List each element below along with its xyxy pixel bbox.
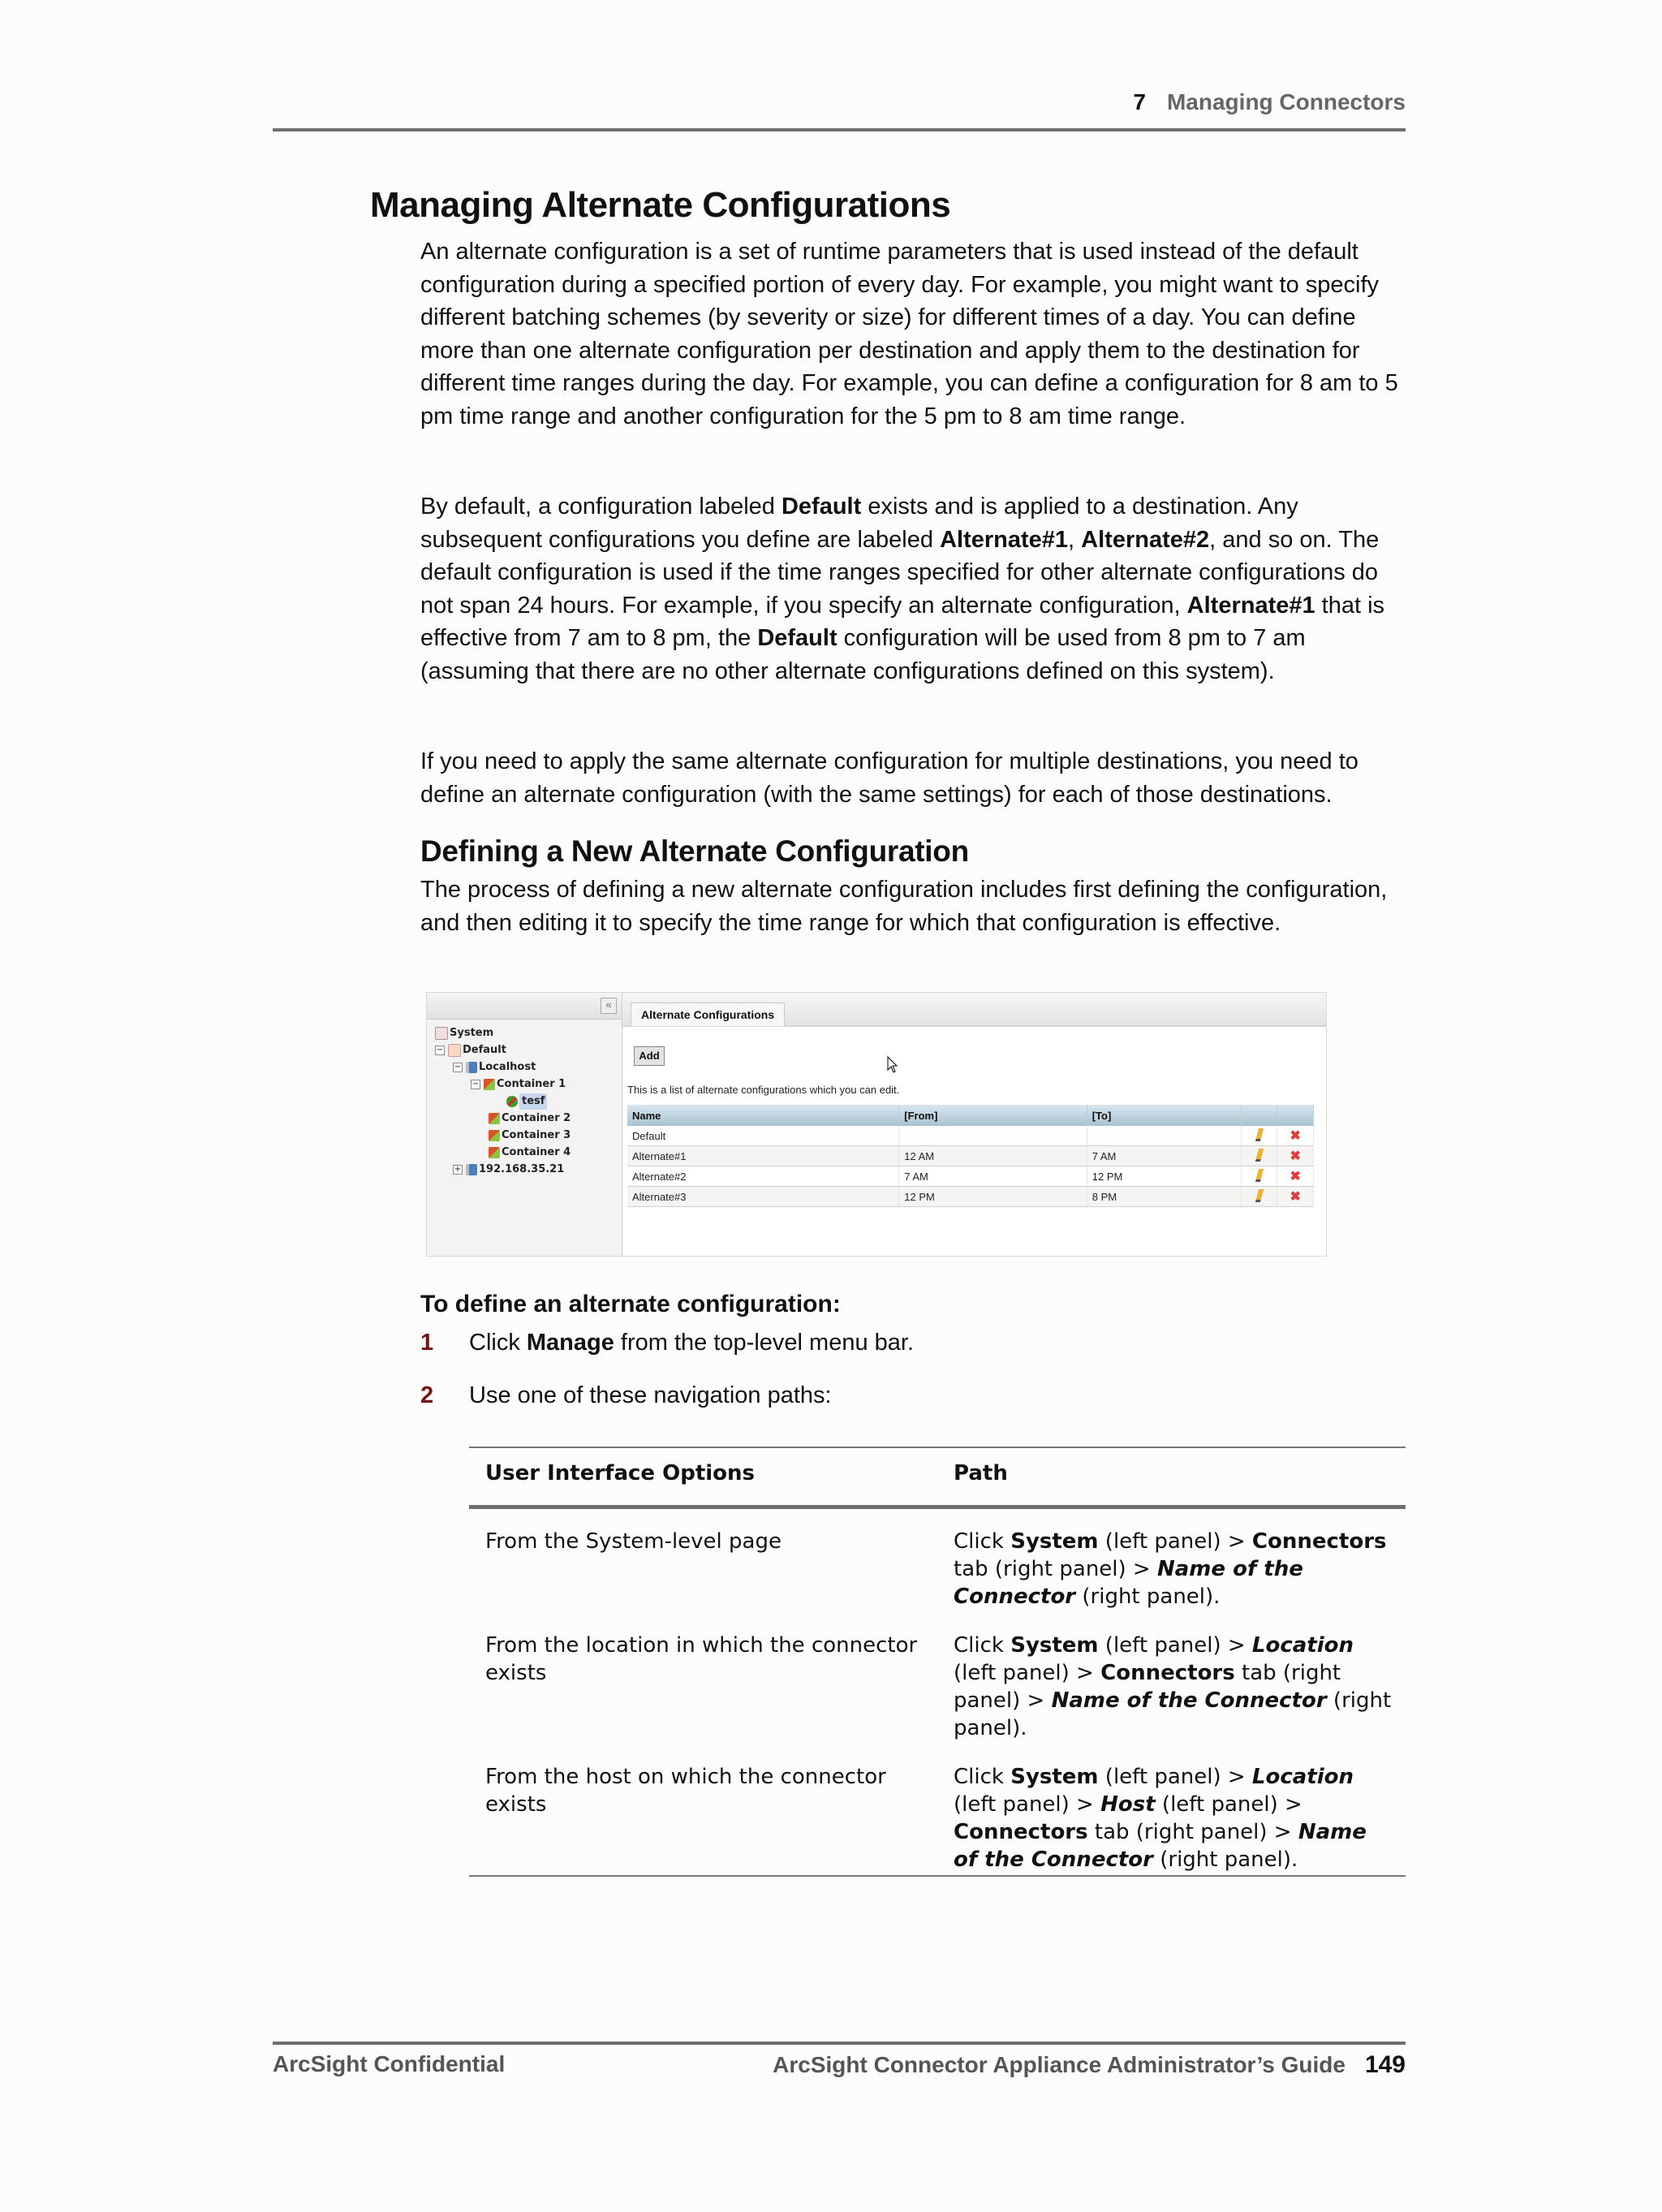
tree-label: Default bbox=[463, 1044, 506, 1056]
tab-bar bbox=[622, 993, 1326, 1027]
system-icon bbox=[435, 1027, 448, 1040]
pencil-icon bbox=[1255, 1189, 1263, 1202]
term-connectors: Connectors bbox=[1100, 1661, 1235, 1685]
text: Click bbox=[469, 1330, 527, 1356]
text: (right panel). bbox=[1075, 1585, 1221, 1609]
delete-button[interactable] bbox=[1277, 1187, 1314, 1207]
tree-label: Localhost bbox=[479, 1061, 536, 1073]
collapse-toggle-icon[interactable]: − bbox=[471, 1080, 480, 1089]
text: tab (right bbox=[1234, 1661, 1341, 1685]
cell-name: Alternate#2 bbox=[627, 1166, 899, 1187]
multiple-destinations-paragraph: If you need to apply the same alternate configuration for multiple destinations, you need to define an alternate configuration (with the same settings) for each of those destinations. bbox=[420, 748, 1358, 808]
table-header-rule bbox=[469, 1505, 1406, 1509]
table-top-rule bbox=[469, 1447, 1406, 1448]
column-header-name[interactable]: Name bbox=[627, 1105, 899, 1126]
cell-from: 7 AM bbox=[899, 1166, 1087, 1187]
tree-node-container-2[interactable] bbox=[489, 1110, 571, 1127]
cell-from: 12 PM bbox=[899, 1187, 1087, 1207]
tree-node-container-3[interactable] bbox=[489, 1128, 571, 1144]
term-system: System bbox=[1010, 1765, 1099, 1789]
right-panel bbox=[622, 993, 1326, 1256]
procedure-title: To define an alternate configuration: bbox=[420, 1291, 841, 1317]
pencil-icon bbox=[1255, 1169, 1263, 1182]
term-name-of-connector: Name of the Connector bbox=[954, 1820, 1367, 1872]
subsection-title: Defining a New Alternate Configuration bbox=[420, 834, 969, 868]
host-icon bbox=[466, 1062, 477, 1073]
tree-label: Container 3 bbox=[502, 1129, 571, 1141]
intro-paragraph: An alternate configuration is a set of runtime parameters that is used instead of the default configuration during a specified portion of every day. For example, you might want to specify different batching schemes (by severity or size) for different times of a day. You can define more than one alternate configuration per destination and apply them to the destination for different time ranges during the day. For example, you can define a configuration for 8 am to 5 pm time range and another configuration for the 5 pm to 8 am time range. bbox=[420, 239, 1398, 429]
tree-node-container-1[interactable] bbox=[471, 1076, 566, 1093]
expand-toggle-icon[interactable]: + bbox=[454, 1165, 462, 1174]
term-default: Default bbox=[757, 625, 837, 651]
alternate-configurations-screenshot bbox=[426, 992, 1327, 1257]
cell-name: Alternate#1 bbox=[627, 1146, 899, 1166]
term-connectors: Connectors bbox=[954, 1820, 1088, 1844]
connector-icon bbox=[506, 1096, 518, 1107]
footer-rule bbox=[273, 2042, 1406, 2045]
add-button[interactable]: Add bbox=[634, 1046, 665, 1066]
column-header-delete bbox=[1277, 1105, 1314, 1126]
cell-from bbox=[899, 1126, 1087, 1146]
procedure-step-2 bbox=[420, 1382, 832, 1409]
text: configuration will be used from 8 pm to 7 am (assuming that there are no other alternate configurations defined on this system). bbox=[420, 625, 1306, 684]
text: (right panel). bbox=[954, 1688, 1392, 1740]
text: Click bbox=[954, 1765, 1011, 1789]
delete-x-icon: ✖ bbox=[1290, 1190, 1301, 1204]
chapter-number: 7 bbox=[1133, 89, 1146, 114]
column-header-options: User Interface Options bbox=[485, 1461, 756, 1485]
term-system: System bbox=[1010, 1633, 1099, 1658]
table-bottom-rule bbox=[469, 1875, 1406, 1877]
text: Click bbox=[954, 1633, 1011, 1658]
list-description: This is a list of alternate configurations which you can edit. bbox=[627, 1084, 900, 1096]
step-number: 1 bbox=[420, 1330, 434, 1356]
term-name-of-connector: Name of the Connector bbox=[954, 1557, 1303, 1609]
option-cell: From the System-level page bbox=[485, 1529, 781, 1554]
text: (right panel). bbox=[1152, 1848, 1298, 1872]
term-system: System bbox=[1010, 1529, 1099, 1554]
cell-name: Default bbox=[627, 1126, 899, 1146]
tree-node-system[interactable] bbox=[435, 1025, 493, 1041]
path-cell bbox=[954, 1528, 1396, 1610]
tree-label: System bbox=[450, 1027, 494, 1039]
container-icon bbox=[489, 1130, 500, 1141]
column-header-from[interactable]: [From] bbox=[899, 1105, 1087, 1126]
host-icon bbox=[466, 1164, 477, 1175]
text: from the top-level menu bar. bbox=[614, 1330, 915, 1356]
text: By default, a configuration labeled bbox=[420, 494, 781, 520]
procedure-step-1 bbox=[420, 1330, 914, 1356]
cell-to: 8 PM bbox=[1087, 1187, 1241, 1207]
left-panel bbox=[427, 993, 622, 1256]
pencil-icon bbox=[1255, 1128, 1263, 1141]
tree-node-192-168-35-21[interactable] bbox=[453, 1162, 564, 1178]
tree-label: tesf bbox=[519, 1093, 547, 1110]
delete-button[interactable] bbox=[1277, 1146, 1314, 1166]
tree-node-default[interactable] bbox=[435, 1042, 506, 1059]
path-cell bbox=[954, 1632, 1396, 1742]
tree-node-localhost[interactable] bbox=[453, 1059, 536, 1076]
term-alternate2: Alternate#2 bbox=[1081, 526, 1210, 553]
option-cell: From the location in which the connector exists bbox=[485, 1633, 918, 1685]
table-row bbox=[627, 1187, 1314, 1207]
term-location: Location bbox=[1251, 1633, 1354, 1658]
tree-node-tesf[interactable] bbox=[506, 1093, 547, 1110]
text: (left panel) > bbox=[1098, 1529, 1252, 1554]
term-host: Host bbox=[1100, 1792, 1156, 1817]
text: (left panel) > bbox=[1155, 1792, 1302, 1817]
term-default: Default bbox=[781, 494, 862, 520]
cell-to: 12 PM bbox=[1087, 1166, 1241, 1187]
text: panel) > bbox=[954, 1688, 1052, 1713]
text: (left panel) > bbox=[1098, 1633, 1252, 1658]
tree-label: Container 1 bbox=[497, 1078, 566, 1090]
text: , and so on. The default configuration is used if the time ranges specified for other alternate configurations do not span 24 hours. For example, if you specify an alternate configuration, bbox=[420, 526, 1380, 619]
table-row bbox=[627, 1146, 1314, 1166]
cell-from: 12 AM bbox=[899, 1146, 1087, 1166]
pencil-icon bbox=[1255, 1149, 1263, 1162]
term-connectors: Connectors bbox=[1251, 1529, 1387, 1554]
subsection-paragraph: The process of defining a new alternate configuration includes first defining the configuration, and then editing it to specify the time range for which that configuration is effective. bbox=[420, 877, 1388, 936]
term-alternate1: Alternate#1 bbox=[1186, 592, 1315, 619]
delete-x-icon: ✖ bbox=[1290, 1170, 1301, 1184]
term-location: Location bbox=[1251, 1765, 1354, 1789]
cell-to bbox=[1087, 1126, 1241, 1146]
left-panel-header bbox=[427, 993, 622, 1020]
option-cell: From the host on which the connector exists bbox=[485, 1765, 886, 1817]
table-row bbox=[627, 1126, 1314, 1146]
delete-x-icon: ✖ bbox=[1290, 1129, 1301, 1143]
text: exists and is applied to a destination. Any subsequent configurations you define are labeled bbox=[420, 494, 1298, 553]
edit-button[interactable] bbox=[1241, 1126, 1277, 1146]
tab-alternate-configurations[interactable]: Alternate Configurations bbox=[631, 1003, 785, 1026]
text: (left panel) > bbox=[954, 1661, 1101, 1685]
tree-label: Container 2 bbox=[502, 1112, 571, 1124]
cell-to: 7 AM bbox=[1087, 1146, 1241, 1166]
tree-node-container-4[interactable] bbox=[489, 1145, 571, 1161]
cell-name: Alternate#3 bbox=[627, 1187, 899, 1207]
page-number: 149 bbox=[1364, 2051, 1406, 2078]
chapter-title: Managing Connectors bbox=[1166, 89, 1406, 114]
alternate-configurations-table bbox=[627, 1105, 1314, 1207]
edit-button[interactable] bbox=[1241, 1146, 1277, 1166]
collapse-panel-button[interactable]: « bbox=[601, 998, 617, 1014]
text: (left panel) > bbox=[954, 1792, 1101, 1817]
text: , bbox=[1068, 526, 1082, 553]
container-icon bbox=[489, 1147, 500, 1158]
table-header-row bbox=[627, 1105, 1314, 1126]
delete-x-icon: ✖ bbox=[1290, 1149, 1301, 1163]
text: Use one of these navigation paths: bbox=[469, 1382, 832, 1408]
running-header bbox=[1133, 89, 1406, 115]
column-header-path: Path bbox=[954, 1461, 1008, 1485]
term-manage: Manage bbox=[526, 1330, 614, 1356]
container-icon bbox=[484, 1079, 495, 1090]
delete-button[interactable] bbox=[1277, 1126, 1314, 1146]
footer-guide bbox=[773, 2051, 1406, 2079]
guide-title: ArcSight Connector Appliance Administrator’s Guide bbox=[773, 2052, 1346, 2077]
text: Click bbox=[954, 1529, 1011, 1554]
column-header-to[interactable]: [To] bbox=[1087, 1105, 1241, 1126]
text: (left panel) > bbox=[1098, 1765, 1252, 1789]
container-icon bbox=[489, 1113, 500, 1124]
path-cell bbox=[954, 1763, 1396, 1874]
header-rule bbox=[273, 128, 1406, 132]
term-name-of-connector: Name of the Connector bbox=[1051, 1688, 1327, 1713]
column-header-edit bbox=[1241, 1105, 1277, 1126]
term-alternate1: Alternate#1 bbox=[940, 526, 1069, 553]
tree-label: 192.168.35.21 bbox=[479, 1163, 565, 1175]
collapse-toggle-icon[interactable]: − bbox=[454, 1063, 462, 1072]
location-icon bbox=[448, 1044, 461, 1057]
text: tab (right panel) > bbox=[1087, 1820, 1298, 1844]
text: tab (right panel) > bbox=[954, 1557, 1157, 1581]
text: that is effective from 7 am to 8 pm, the bbox=[420, 592, 1385, 651]
step-number: 2 bbox=[420, 1382, 434, 1408]
edit-button[interactable] bbox=[1241, 1166, 1277, 1187]
edit-button[interactable] bbox=[1241, 1187, 1277, 1207]
mouse-cursor-icon bbox=[887, 1056, 898, 1074]
tree-label: Container 4 bbox=[502, 1146, 571, 1158]
table-row bbox=[627, 1166, 1314, 1187]
section-title: Managing Alternate Configurations bbox=[370, 185, 951, 225]
delete-button[interactable] bbox=[1277, 1166, 1314, 1187]
footer-confidential: ArcSight Confidential bbox=[273, 2051, 506, 2076]
default-paragraph bbox=[420, 490, 1410, 688]
collapse-toggle-icon[interactable]: − bbox=[436, 1046, 444, 1054]
